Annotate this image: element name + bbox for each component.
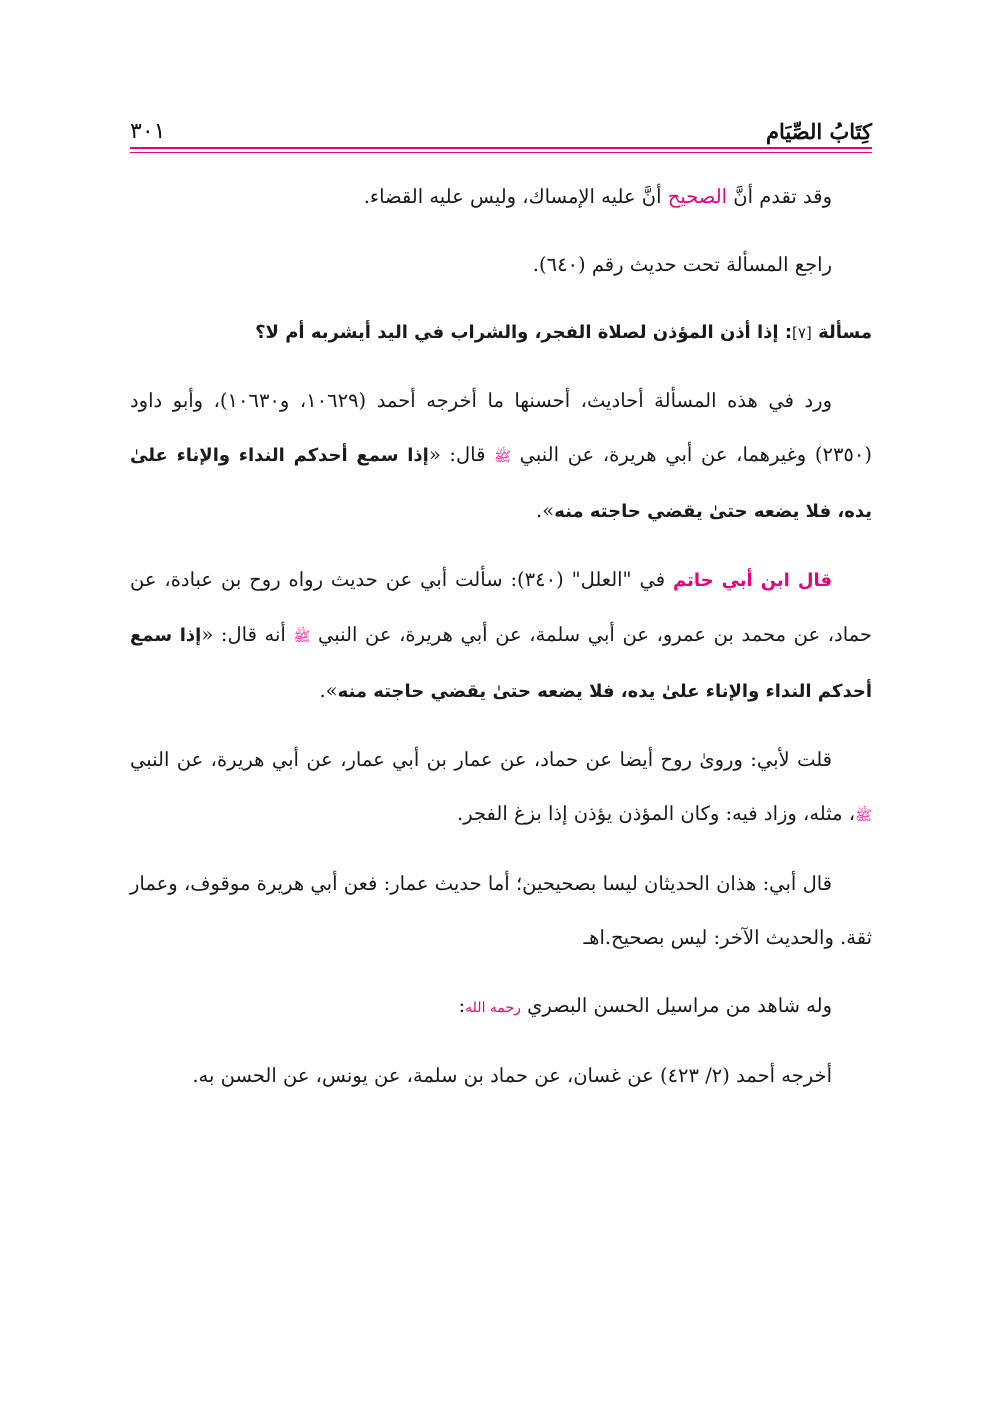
paragraph-4	[130, 553, 872, 719]
salutation-glyph: ﷺ	[293, 629, 311, 645]
highlight-term: الصحيح	[667, 185, 728, 208]
issue-number: [٧]	[792, 324, 812, 342]
text: وقد تقدم أنَّ	[727, 185, 832, 208]
text: قلت لأبي: ورویٰ روح أيضا عن حماد، عن عمار بن أبي عمار، عن أبي هريرة، عن النبي	[130, 748, 832, 771]
text: ورد في هذه المسألة أحاديث، أحسنها ما أخرجه أحمد (١٠٦٢٩، و١٠٦٣٠)، وأبو داود (٢٣٥٠) وغيرهما، عن أبي هريرة، عن النبي	[130, 389, 872, 466]
text: ».	[536, 499, 555, 522]
header-rule-thick	[130, 147, 872, 149]
paragraph-6: قال أبي: هذان الحديثان ليسا بصحيحين؛ أما حديث عمار: فعن أبي هريرة موقوف، وعمار ثقة. والحديث الآخر: ليس بصحيح.اهـ	[130, 872, 872, 949]
text: أنَّ عليه الإمساك، وليس عليه القضاء.	[363, 185, 668, 208]
salutation-glyph: ﷺ	[494, 449, 511, 465]
text: أنه قال: «	[201, 623, 294, 646]
hadith-text: إذا سمع أحدكم النداء والإناء علىٰ يده، فلا يضعه حتىٰ يقضي حاجته منه	[130, 625, 872, 702]
text: قال: «	[428, 443, 495, 466]
issue-heading	[130, 306, 872, 360]
page-header	[130, 108, 872, 144]
page-body	[130, 170, 872, 1117]
text: ، مثله، وزاد فيه: وكان المؤذن يؤذن إذا بزغ الفجر.	[457, 802, 856, 825]
header-rule-thin	[130, 152, 872, 153]
text: في "العلل" (٣٤٠): سألت أبي عن حديث رواه روح بن عبادة، عن حماد، عن محمد بن عمرو، عن أبي سلمة، عن أبي هريرة، عن النبي	[130, 568, 872, 646]
paragraph-7	[130, 979, 872, 1035]
text: وله شاهد من مراسيل الحسن البصري	[520, 994, 832, 1017]
paragraph-5	[130, 733, 872, 843]
source-label: قال ابن أبي حاتم	[672, 570, 832, 591]
paragraph-1	[130, 170, 872, 224]
paragraph-8: أخرجه أحمد (٢/ ٤٢٣) عن غسان، عن حماد بن سلمة، عن يونس، عن الحسن به.	[192, 1064, 832, 1087]
page-number: ٣٠١	[130, 119, 166, 144]
text: ».	[319, 679, 338, 702]
book-title: كِتَابُ الصِّيَام	[766, 119, 872, 144]
rahimahullah-glyph: رحمه الله	[465, 1000, 521, 1016]
heading-label: مسألة	[811, 322, 872, 343]
text: :	[458, 994, 466, 1017]
hadith-text: إذا سمع أحدكم النداء والإناء علىٰ يده، فلا يضعه حتىٰ يقضي حاجته منه	[130, 445, 872, 522]
paragraph-2: راجع المسألة تحت حديث رقم (٦٤٠).	[532, 253, 832, 276]
salutation-glyph: ﷺ	[855, 808, 872, 824]
heading-text: : إذا أذن المؤذن لصلاة الفجر، والشراب في اليد أيشربه أم لا؟	[255, 322, 793, 343]
paragraph-3	[130, 374, 872, 539]
